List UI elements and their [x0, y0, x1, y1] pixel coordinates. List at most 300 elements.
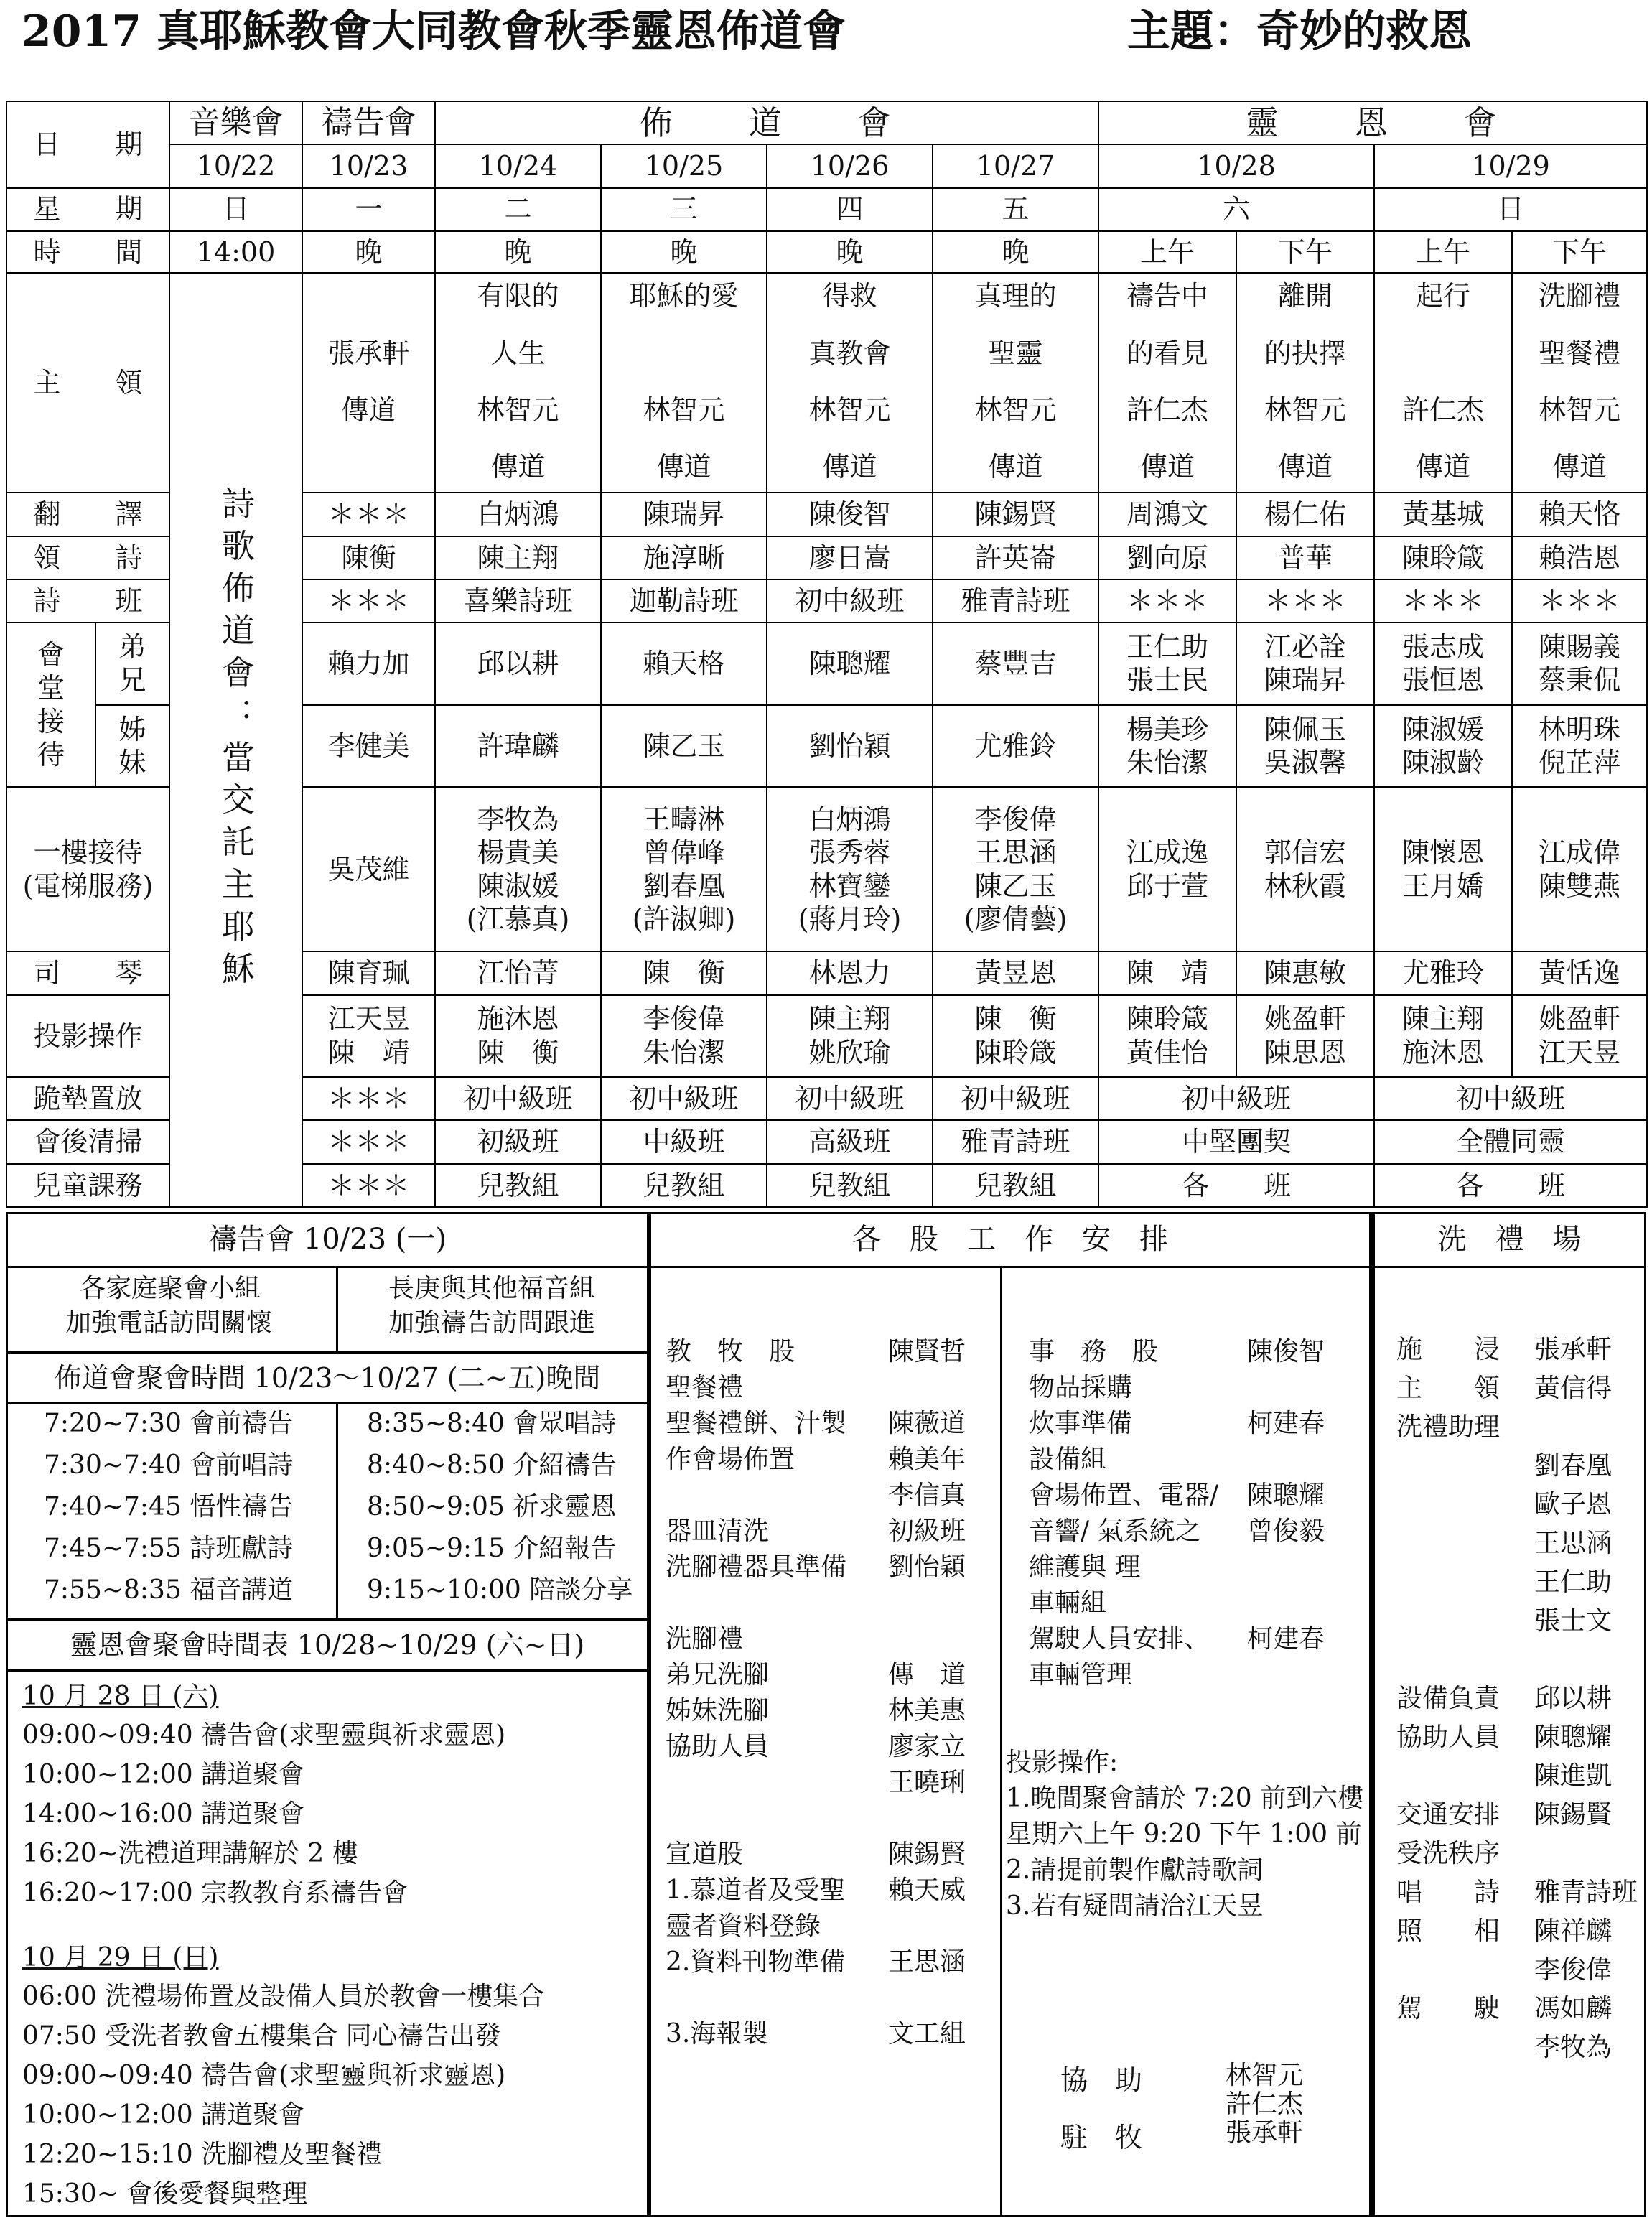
time-cell: 上午	[1098, 231, 1236, 273]
spirit-day2-item: 15:30~ 會後愛餐與整理	[22, 2179, 308, 2209]
baptism-item-label: 交通安排	[1396, 1800, 1501, 1830]
date-cell: 10/26	[767, 144, 933, 187]
kneel-cell: 初中級班	[601, 1077, 767, 1120]
work-left-item-value: 傳 道	[888, 1660, 966, 1690]
brothers-cell: 賴天格	[601, 623, 767, 705]
hymn-lead-cell: 廖日嵩	[767, 536, 933, 579]
leader-line: 洗腳禮	[1539, 280, 1621, 312]
sisters-cell: 陳淑媛 陳淑齡	[1374, 705, 1512, 788]
baptism-item-value: 李俊偉	[1534, 1955, 1613, 1985]
work-right-item-label: 事 務 股	[1029, 1337, 1159, 1366]
label-sisters: 姊 妹	[95, 705, 169, 788]
brothers-cell: 張志成 張恒恩	[1374, 623, 1512, 705]
kneel-cell: 初中級班	[933, 1077, 1098, 1120]
sisters-cell: 劉怡穎	[767, 705, 933, 788]
leader-line: 張承軒	[327, 337, 410, 369]
cleanup-cell: 中堅團契	[1098, 1120, 1374, 1163]
spirit-day2-item: 12:20~15:10 洗腳禮及聖餐禮	[22, 2140, 383, 2169]
work-right-item-label: 車輛組	[1029, 1588, 1107, 1618]
cleanup-cell: ＊＊＊	[302, 1120, 435, 1163]
kneel-cell: 初中級班	[435, 1077, 601, 1120]
projector-cell: 陳主翔 施沐恩	[1374, 995, 1512, 1078]
work-left-item-value: 廖家立	[888, 1732, 966, 1761]
floor1-cell: 白炳鴻 張秀蓉 林寶鑾 (蔣月玲)	[767, 787, 933, 951]
time-cell: 晚	[767, 231, 933, 273]
baptism-heading: 洗 禮 場	[1437, 1223, 1582, 1256]
work-left-item-label: 洗腳禮器具準備	[666, 1552, 847, 1582]
leader-line: 許仁杰	[1126, 393, 1209, 426]
brothers-cell: 江必詮 陳瑞昇	[1236, 623, 1374, 705]
children-cell: 兒教組	[767, 1164, 933, 1207]
translate-cell: 陳瑞昇	[601, 493, 767, 536]
cleanup-cell: 中級班	[601, 1120, 767, 1163]
work-left-item-value: 王思涵	[888, 1947, 966, 1977]
choir-cell: ＊＊＊	[302, 579, 435, 623]
label-weekday: 星 期	[6, 188, 169, 231]
spirit-day1: 10 月 28 日 (六)	[22, 1682, 219, 1711]
leader-line: 傳道	[656, 451, 711, 483]
projection-note: 星期六上午 9:20 下午 1:00 前	[1006, 1819, 1362, 1849]
choir-cell: 喜樂詩班	[435, 579, 601, 623]
gospel-time-item: 7:30~7:40 會前唱詩	[44, 1450, 294, 1480]
children-cell: 各 班	[1098, 1164, 1374, 1207]
piano-cell: 江怡菁	[435, 951, 601, 994]
baptism-item-label: 主 領	[1396, 1374, 1501, 1403]
sisters-cell: 楊美珍 朱怡潔	[1098, 705, 1236, 788]
baptism-item-value: 張士文	[1534, 1606, 1613, 1636]
piano-cell: 黃恬逸	[1512, 951, 1647, 994]
choir-cell: ＊＊＊	[1236, 579, 1374, 623]
leader-line: 真理的	[974, 280, 1057, 312]
baptism-item-value: 雅青詩班	[1534, 1878, 1638, 1907]
leader-line: 人生	[490, 337, 546, 369]
leader-line: 傳道	[988, 451, 1043, 483]
work-panel	[649, 1212, 1371, 2217]
children-cell: 兒教組	[435, 1164, 601, 1207]
leader-line: 有限的	[477, 280, 559, 312]
brothers-cell: 陳賜義 蔡秉侃	[1512, 623, 1647, 705]
baptism-item-value: 黃信得	[1534, 1374, 1613, 1403]
title-main: 2017 真耶穌教會大同教會秋季靈恩佈道會	[22, 6, 846, 57]
leader-line	[303, 450, 434, 483]
baptism-item-value: 陳聰耀	[1534, 1723, 1613, 1752]
piano-cell: 黃昱恩	[933, 951, 1098, 994]
baptism-item-label: 唱 詩	[1396, 1878, 1501, 1907]
gospel-times-heading: 佈道會聚會時間 10/23～10/27 (二~五)晚間	[54, 1362, 601, 1394]
work-left-item-value: 王曉琍	[888, 1768, 966, 1797]
sisters-cell: 林明珠 倪芷萍	[1512, 705, 1647, 788]
leader-line: 的看見	[1126, 337, 1209, 369]
translate-cell: ＊＊＊	[302, 493, 435, 536]
piano-cell: 尤雅玲	[1374, 951, 1512, 994]
cleanup-cell: 雅青詩班	[933, 1120, 1098, 1163]
time-cell: 晚	[435, 231, 601, 273]
baptism-item-value: 張承軒	[1534, 1335, 1613, 1364]
date-cell: 10/23	[302, 144, 435, 187]
work-left-item-label: 宣道股	[666, 1840, 744, 1869]
leader-line	[1375, 337, 1511, 370]
date-cell: 10/24	[435, 144, 601, 187]
projector-cell: 陳 衡 陳聆箴	[933, 995, 1098, 1078]
weekday-cell: 四	[767, 188, 933, 231]
label-hymn-lead: 領 詩	[6, 536, 169, 579]
time-cell: 晚	[302, 231, 435, 273]
weekday-cell: 五	[933, 188, 1098, 231]
assist-name: 許仁杰	[1226, 2089, 1304, 2119]
projection-note: 3.若有疑問請洽江天昱	[1006, 1891, 1264, 1921]
hymn-lead-cell: 劉向原	[1098, 536, 1236, 579]
baptism-item-value: 歐子恩	[1534, 1490, 1613, 1519]
time-cell: 上午	[1374, 231, 1512, 273]
baptism-item-value: 劉春凰	[1534, 1451, 1613, 1481]
piano-cell: 陳 衡	[601, 951, 767, 994]
piano-cell: 陳惠敏	[1236, 951, 1374, 994]
work-left-item-label: 教 牧 股	[666, 1337, 795, 1366]
label-cleanup: 會後清掃	[6, 1120, 169, 1163]
spirit-day1-item: 09:00~09:40 禱告會(求聖靈與祈求靈恩)	[22, 1720, 506, 1750]
leader-line: 傳道	[490, 451, 546, 483]
work-right-item-label: 炊事準備	[1029, 1409, 1133, 1438]
baptism-item-label: 受洗秩序	[1396, 1839, 1501, 1868]
piano-cell: 陳育珮	[302, 951, 435, 994]
spirit-day2-item: 10:00~12:00 講道聚會	[22, 2100, 305, 2130]
translate-cell: 周鴻文	[1098, 493, 1236, 536]
floor1-cell: 江成偉 陳雙燕	[1512, 787, 1647, 951]
hymn-lead-cell: 陳聆箴	[1374, 536, 1512, 579]
floor1-cell: 郭信宏 林秋霞	[1236, 787, 1374, 951]
work-right-item-value: 柯建春	[1247, 1409, 1325, 1438]
leader-cell	[302, 273, 435, 493]
projector-cell: 姚盈軒 陳思恩	[1236, 995, 1374, 1078]
translate-cell: 黃基城	[1374, 493, 1512, 536]
baptism-item-value: 邱以耕	[1534, 1684, 1613, 1713]
work-right-item-value: 柯建春	[1247, 1624, 1325, 1654]
baptism-item-label: 施 浸	[1396, 1335, 1501, 1364]
group-gospel: 佈 道 會	[435, 101, 1098, 144]
work-left-item-value: 陳錫賢	[888, 1840, 966, 1869]
work-left-item-label: 2.資料刊物準備	[666, 1947, 846, 1977]
gospel-time-item: 8:35~8:40 會眾唱詩	[367, 1409, 617, 1438]
choir-cell: 雅青詩班	[933, 579, 1098, 623]
baptism-panel	[1371, 1212, 1646, 2217]
weekday-cell: 日	[169, 188, 302, 231]
label-kneel: 跪墊置放	[6, 1077, 169, 1120]
date-cell: 10/25	[601, 144, 767, 187]
label-piano: 司 琴	[6, 951, 169, 994]
hymn-lead-cell: 許英崙	[933, 536, 1098, 579]
baptism-item-label: 照 相	[1396, 1916, 1501, 1946]
baptism-item-label: 協助人員	[1396, 1723, 1501, 1752]
cleanup-cell: 全體同靈	[1374, 1120, 1647, 1163]
work-left-item-value: 賴美年	[888, 1445, 966, 1474]
group-concert: 音樂會	[169, 101, 302, 144]
translate-cell: 陳錫賢	[933, 493, 1098, 536]
leader-cell	[1236, 273, 1374, 493]
assist-name: 林智元	[1226, 2061, 1304, 2090]
work-left-item-label: 作會場佈置	[666, 1445, 795, 1474]
work-left-item-label: 弟兄洗腳	[666, 1660, 770, 1690]
label-leader: 主 領	[6, 273, 169, 493]
leader-line: 許仁杰	[1402, 393, 1485, 426]
translate-cell: 賴天恪	[1512, 493, 1647, 536]
label-time: 時 間	[6, 231, 169, 273]
work-right-item-label: 物品採購	[1029, 1373, 1133, 1402]
spirit-day1-item: 10:00~12:00 講道聚會	[22, 1760, 305, 1789]
spirit-times-heading: 靈恩會聚會時間表 10/28~10/29 (六~日)	[70, 1629, 585, 1661]
children-cell: 各 班	[1374, 1164, 1647, 1207]
leader-line: 耶穌的愛	[629, 280, 739, 312]
baptism-item-label: 設備負責	[1396, 1684, 1501, 1713]
gospel-time-item: 9:05~9:15 介紹報告	[367, 1534, 617, 1563]
baptism-item-value: 陳錫賢	[1534, 1800, 1613, 1830]
spirit-day1-item: 16:20~洗禮道理講解於 2 樓	[22, 1839, 358, 1868]
leader-line: 聖靈	[988, 337, 1043, 369]
baptism-item-value: 王思涵	[1534, 1529, 1613, 1558]
date-cell: 10/22	[169, 144, 302, 187]
leader-cell	[933, 273, 1098, 493]
leader-line: 真教會	[808, 337, 891, 369]
hymn-lead-cell: 賴浩恩	[1512, 536, 1647, 579]
time-cell: 14:00	[169, 231, 302, 273]
leader-line: 林智元	[643, 393, 725, 426]
leader-line: 傳道	[1278, 451, 1333, 483]
gospel-time-item: 8:50~9:05 祈求靈恩	[367, 1492, 617, 1521]
hymn-lead-cell: 普華	[1236, 536, 1374, 579]
children-cell: 兒教組	[601, 1164, 767, 1207]
work-left-item-label: 1.慕道者及受聖	[666, 1875, 846, 1905]
gospel-time-item: 7:40~7:45 悟性禱告	[44, 1492, 294, 1521]
label-translate: 翻 譯	[6, 493, 169, 536]
baptism-item-label: 洗禮助理	[1396, 1412, 1501, 1442]
label-projector: 投影操作	[6, 995, 169, 1078]
work-left-item-value: 賴天威	[888, 1875, 966, 1905]
kneel-cell: 初中級班	[1374, 1077, 1647, 1120]
label-choir: 詩 班	[6, 579, 169, 623]
translate-cell: 白炳鴻	[435, 493, 601, 536]
leader-line	[303, 279, 434, 312]
page-title	[22, 0, 1637, 63]
brothers-cell: 賴力加	[302, 623, 435, 705]
label-children: 兒童課務	[6, 1164, 169, 1207]
choir-cell: ＊＊＊	[1374, 579, 1512, 623]
leader-line: 傳道	[822, 451, 877, 483]
projector-cell: 姚盈軒 江天昱	[1512, 995, 1647, 1078]
leader-line: 林智元	[808, 393, 891, 426]
leader-line	[602, 337, 766, 370]
floor1-cell: 吳茂維	[302, 787, 435, 951]
work-left-item-label: 洗腳禮	[666, 1624, 744, 1654]
translate-cell: 陳俊智	[767, 493, 933, 536]
leader-line: 傳道	[1416, 451, 1471, 483]
weekday-cell: 一	[302, 188, 435, 231]
floor1-cell: 王疇淋 曾偉峰 劉春凰 (許淑卿)	[601, 787, 767, 951]
choir-cell: 初中級班	[767, 579, 933, 623]
leader-line: 傳道	[1140, 451, 1195, 483]
label-hall: 會 堂 接 待	[6, 623, 95, 787]
work-left-item-value: 林美惠	[888, 1696, 966, 1725]
prayer-right-2: 加強禱告訪問跟進	[388, 1308, 596, 1338]
baptism-item-value: 陳進凱	[1534, 1761, 1613, 1791]
work-left-item-value: 劉怡穎	[888, 1552, 966, 1582]
date-cell: 10/27	[933, 144, 1098, 187]
work-left-item-label: 聖餐禮餅、汁製	[666, 1409, 847, 1438]
work-left-item-value: 陳薇道	[888, 1409, 966, 1438]
work-left-item-label: 3.海報製	[666, 2019, 768, 2049]
hymn-lead-cell: 陳主翔	[435, 536, 601, 579]
leader-line: 離開	[1278, 280, 1333, 312]
leader-cell	[1512, 273, 1647, 493]
floor1-cell: 李俊偉 王思涵 陳乙玉 (廖倩藝)	[933, 787, 1098, 951]
label-brothers: 弟 兄	[95, 623, 169, 705]
sisters-cell: 陳佩玉 吳淑馨	[1236, 705, 1374, 788]
weekday-cell: 二	[435, 188, 601, 231]
date-cell: 10/29	[1374, 144, 1647, 187]
spirit-day1-item: 14:00~16:00 講道聚會	[22, 1799, 305, 1829]
leader-cell	[1374, 273, 1512, 493]
prayer-left-2: 加強電話訪問關懷	[65, 1308, 273, 1338]
date-cell: 10/28	[1098, 144, 1374, 187]
leader-line: 林智元	[1264, 393, 1347, 426]
work-left-item-label: 靈者資料登錄	[666, 1911, 821, 1941]
gospel-time-item: 7:55~8:35 福音講道	[44, 1575, 294, 1605]
hymn-lead-cell: 陳衡	[302, 536, 435, 579]
cleanup-cell: 初級班	[435, 1120, 601, 1163]
pastor-label: 駐 牧	[1060, 2122, 1143, 2153]
work-heading: 各 股 工 作 安 排	[852, 1223, 1168, 1256]
children-cell: ＊＊＊	[302, 1164, 435, 1207]
time-cell: 晚	[601, 231, 767, 273]
gospel-time-item: 9:15~10:00 陪談分享	[367, 1575, 633, 1605]
prayer-right-1: 長庚與其他福音組	[388, 1274, 596, 1303]
poem-column	[169, 273, 302, 1207]
projector-cell: 陳聆箴 黃佳怡	[1098, 995, 1236, 1078]
work-left-item-label: 器皿清洗	[666, 1516, 770, 1546]
leader-cell	[1098, 273, 1236, 493]
leader-line: 禱告中	[1126, 280, 1209, 312]
time-cell: 下午	[1236, 231, 1374, 273]
choir-cell: ＊＊＊	[1512, 579, 1647, 623]
projector-cell: 陳主翔 姚欣瑜	[767, 995, 933, 1078]
leader-cell	[767, 273, 933, 493]
work-right-item-value: 曾俊毅	[1247, 1516, 1325, 1546]
work-right-item-label: 會場佈置、電器/	[1029, 1481, 1219, 1510]
brothers-cell: 陳聰耀	[767, 623, 933, 705]
leader-line: 傳道	[341, 393, 396, 426]
projector-cell: 李俊偉 朱怡潔	[601, 995, 767, 1078]
spirit-day2-item: 07:50 受洗者教會五樓集合 同心禱告出發	[22, 2021, 501, 2051]
label-floor1: 一樓接待 (電梯服務)	[6, 787, 169, 951]
kneel-cell: ＊＊＊	[302, 1077, 435, 1120]
leader-line: 起行	[1416, 280, 1471, 312]
piano-cell: 林恩力	[767, 951, 933, 994]
poem-vertical: 詩歌佈道會：當交託主耶穌	[216, 486, 256, 994]
time-cell: 晚	[933, 231, 1098, 273]
floor1-cell: 江成逸 邱于萱	[1098, 787, 1236, 951]
pastor-name: 張承軒	[1226, 2118, 1304, 2148]
projection-note: 2.請提前製作獻詩歌詞	[1006, 1855, 1264, 1885]
cleanup-cell: 高級班	[767, 1120, 933, 1163]
work-left-item-value: 李信真	[888, 1481, 966, 1510]
leader-line: 聖餐禮	[1539, 337, 1621, 369]
piano-cell: 陳 靖	[1098, 951, 1236, 994]
kneel-cell: 初中級班	[767, 1077, 933, 1120]
leader-line: 林智元	[1539, 393, 1621, 426]
sisters-cell: 陳乙玉	[601, 705, 767, 788]
work-right-item-label: 設備組	[1029, 1445, 1107, 1474]
projector-cell: 江天昱 陳 靖	[302, 995, 435, 1078]
spirit-day2-item: 06:00 洗禮場佈置及設備人員於教會一樓集合	[22, 1982, 545, 2011]
spirit-day2-item: 09:00~09:40 禱告會(求聖靈與祈求靈恩)	[22, 2061, 506, 2090]
work-right-item-label: 維護與 理	[1029, 1552, 1141, 1582]
leader-line: 得救	[822, 280, 877, 312]
work-left-item-value: 初級班	[888, 1516, 966, 1546]
work-left-item-value: 文工組	[888, 2019, 966, 2049]
projection-note: 1.晚間聚會請於 7:20 前到六樓	[1006, 1784, 1364, 1813]
translate-cell: 楊仁佑	[1236, 493, 1374, 536]
work-left-item-value: 陳賢哲	[888, 1337, 966, 1366]
baptism-item-value: 陳祥麟	[1534, 1916, 1613, 1946]
work-left-item-label: 姊妹洗腳	[666, 1696, 770, 1725]
bottom-left-panel	[6, 1212, 649, 2217]
leader-line: 林智元	[477, 393, 559, 426]
group-spirit: 靈 恩 會	[1098, 101, 1647, 144]
floor1-cell: 李牧為 楊貴美 陳淑媛 (江慕真)	[435, 787, 601, 951]
time-cell: 下午	[1512, 231, 1647, 273]
leader-line: 林智元	[974, 393, 1057, 426]
sisters-cell: 尤雅鈴	[933, 705, 1098, 788]
label-date: 日 期	[6, 101, 169, 188]
sisters-cell: 李健美	[302, 705, 435, 788]
spirit-day1-item: 16:20~17:00 宗教教育系禱告會	[22, 1878, 409, 1908]
work-right-item-label: 車輛管理	[1029, 1660, 1133, 1690]
children-cell: 兒教組	[933, 1164, 1098, 1207]
work-left-item-label: 聖餐禮	[666, 1373, 744, 1402]
leader-cell	[601, 273, 767, 493]
gospel-time-item: 7:45~7:55 詩班獻詩	[44, 1534, 294, 1563]
prayer-left-1: 各家庭聚會小組	[80, 1274, 261, 1303]
weekday-cell: 三	[601, 188, 767, 231]
work-left-item-label: 協助人員	[666, 1732, 770, 1761]
baptism-item-value: 馮如麟	[1534, 1994, 1613, 2023]
brothers-cell: 王仁助 張士民	[1098, 623, 1236, 705]
work-right-item-label: 音響/ 氣系統之	[1029, 1516, 1201, 1546]
choir-cell: ＊＊＊	[1098, 579, 1236, 623]
kneel-cell: 初中級班	[1098, 1077, 1374, 1120]
title-theme: 主題：奇妙的救恩	[1127, 6, 1472, 57]
baptism-item-value: 王仁助	[1534, 1567, 1613, 1597]
brothers-cell: 蔡豐吉	[933, 623, 1098, 705]
hymn-lead-cell: 施淳晰	[601, 536, 767, 579]
gospel-time-item: 7:20~7:30 會前禱告	[44, 1409, 294, 1438]
group-prayer: 禱告會	[302, 101, 435, 144]
projection-title: 投影操作:	[1006, 1748, 1119, 1777]
weekday-cell: 六	[1098, 188, 1374, 231]
floor1-cell: 陳懷恩 王月嬌	[1374, 787, 1512, 951]
choir-cell: 迦勒詩班	[601, 579, 767, 623]
brothers-cell: 邱以耕	[435, 623, 601, 705]
assist-label: 協 助	[1060, 2064, 1143, 2096]
projector-cell: 施沐恩 陳 衡	[435, 995, 601, 1078]
work-right-item-value: 陳俊智	[1247, 1337, 1325, 1366]
spirit-day2: 10 月 29 日 (日)	[22, 1943, 219, 1972]
baptism-item-value: 李牧為	[1534, 2033, 1613, 2062]
prayer-heading: 禱告會 10/23 (一)	[208, 1223, 447, 1256]
schedule-table	[6, 101, 1648, 1208]
work-right-item-label: 駕駛人員安排、	[1029, 1624, 1210, 1654]
work-right-item-value: 陳聰耀	[1247, 1481, 1325, 1510]
leader-cell	[435, 273, 601, 493]
baptism-item-label: 駕 駛	[1396, 1994, 1501, 2023]
